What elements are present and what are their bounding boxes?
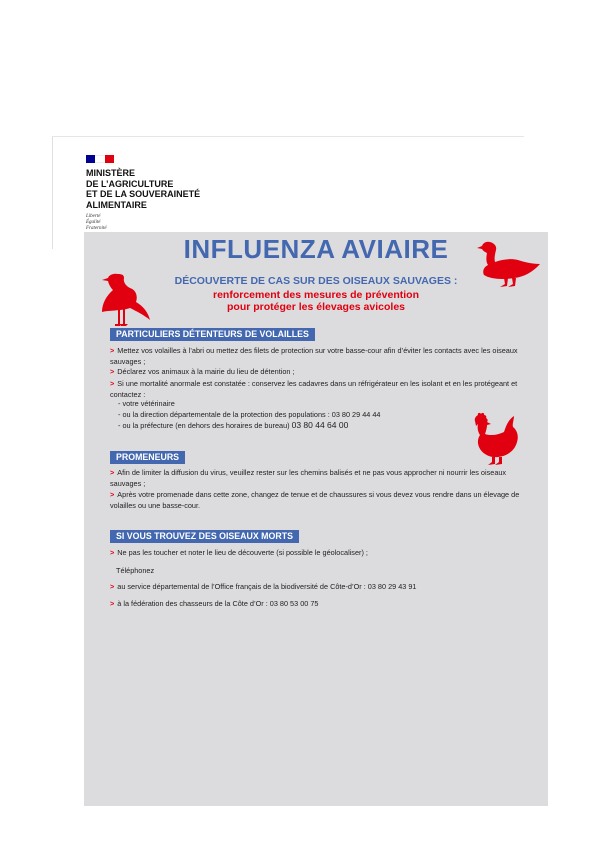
subtitle: DÉCOUVERTE DE CAS SUR DES OISEAUX SAUVAGES : [174, 275, 458, 287]
section-heading-particuliers: PARTICULIERS DÉTENTEURS DE VOLAILLES [110, 328, 315, 341]
info-panel [84, 232, 548, 806]
republic-motto [86, 214, 107, 232]
section-heading-oiseaux-morts: SI VOUS TROUVEZ DES OISEAUX MORTS [110, 530, 299, 543]
ministry-line: ALIMENTAIRE [86, 199, 147, 210]
bullet-morts-3 [110, 599, 530, 610]
flag-blue-stripe [86, 155, 95, 163]
contact-item [118, 420, 380, 432]
ministry-line: ET DE LA SOUVERAINETÉ [86, 189, 201, 199]
seagull-icon [96, 268, 152, 330]
subtitle-red-line-2: pour protéger les élevages avicoles [227, 301, 405, 313]
bullet-morts-2 [110, 582, 530, 593]
bullet-promeneurs-2 [110, 490, 530, 511]
arrow-icon: > [110, 367, 115, 376]
bullet-promeneurs-1 [110, 468, 530, 489]
bullet-text: Mettez vos volailles à l’abri ou mettez des filets de protection sur votre basse-cour afin d’éviter les contacts avec les oiseaux sauvages ; [110, 346, 518, 366]
contact-list [118, 399, 380, 432]
subtitle-red-line-1: renforcement des mesures de prévention [213, 289, 419, 301]
flag-icon [86, 155, 114, 163]
arrow-icon: > [110, 379, 115, 388]
flag-red-stripe [105, 155, 114, 163]
hen-icon [468, 412, 520, 466]
bullet-text: Déclarez vos animaux à la mairie du lieu de détention ; [117, 367, 295, 376]
bullet-particuliers-1 [110, 346, 530, 367]
arrow-icon: > [110, 490, 115, 499]
ministry-line: MINISTÈRE [86, 168, 136, 178]
bullet-text: au service départemental de l’Office français de la biodiversité de Côte-d’Or : 03 80 29 43 91 [117, 582, 417, 591]
arrow-icon: > [110, 582, 115, 591]
bullet-text: à la fédération des chasseurs de la Côte d’Or : 03 80 53 00 75 [117, 599, 319, 608]
duck-icon [476, 238, 542, 288]
contact-item: - ou la direction départementale de la protection des populations : 03 80 29 44 44 [118, 409, 381, 419]
arrow-icon: > [110, 599, 115, 608]
ministry-line: DE L’AGRICULTURE [86, 178, 174, 189]
motto-line: Fraternité [86, 226, 107, 231]
bullet-morts-1 [110, 548, 530, 559]
contact-item: - votre vétérinaire [118, 399, 175, 408]
bullet-particuliers-3 [110, 379, 530, 400]
bullet-text: Afin de limiter la diffusion du virus, veuillez rester sur les chemins balisés et ne pas vous approcher ni nourrir les oiseaux sauvages ; [110, 468, 507, 488]
ministry-name [86, 168, 286, 210]
bullet-particuliers-2 [110, 367, 530, 378]
arrow-icon: > [110, 468, 115, 477]
motto-line: Liberté [86, 214, 101, 219]
header-divider [52, 137, 53, 249]
motto-line: Égalité [86, 220, 101, 225]
arrow-icon: > [110, 548, 115, 557]
bullet-text: Si une mortalité anormale est constatée : conservez les cadavres dans un réfrigérateur en les isolant et en les protégeant et contactez : [110, 379, 518, 399]
telephonez-label: Téléphonez [116, 566, 155, 575]
prefecture-phone: 03 80 44 64 00 [291, 420, 349, 431]
page-title: INFLUENZA AVIAIRE [183, 234, 449, 264]
arrow-icon: > [110, 346, 115, 355]
flag-white-stripe [95, 155, 104, 163]
contact-text: - ou la préfecture (en dehors des horaires de bureau) [118, 421, 290, 431]
bullet-text: Ne pas les toucher et noter le lieu de découverte (si possible le géolocaliser) ; [117, 548, 368, 557]
bullet-text: Après votre promenade dans cette zone, changez de tenue et de chaussures si vous devez vous rendre dans un élevage de volailles ou une basse-cour. [110, 490, 520, 510]
section-heading-promeneurs: PROMENEURS [110, 451, 185, 464]
